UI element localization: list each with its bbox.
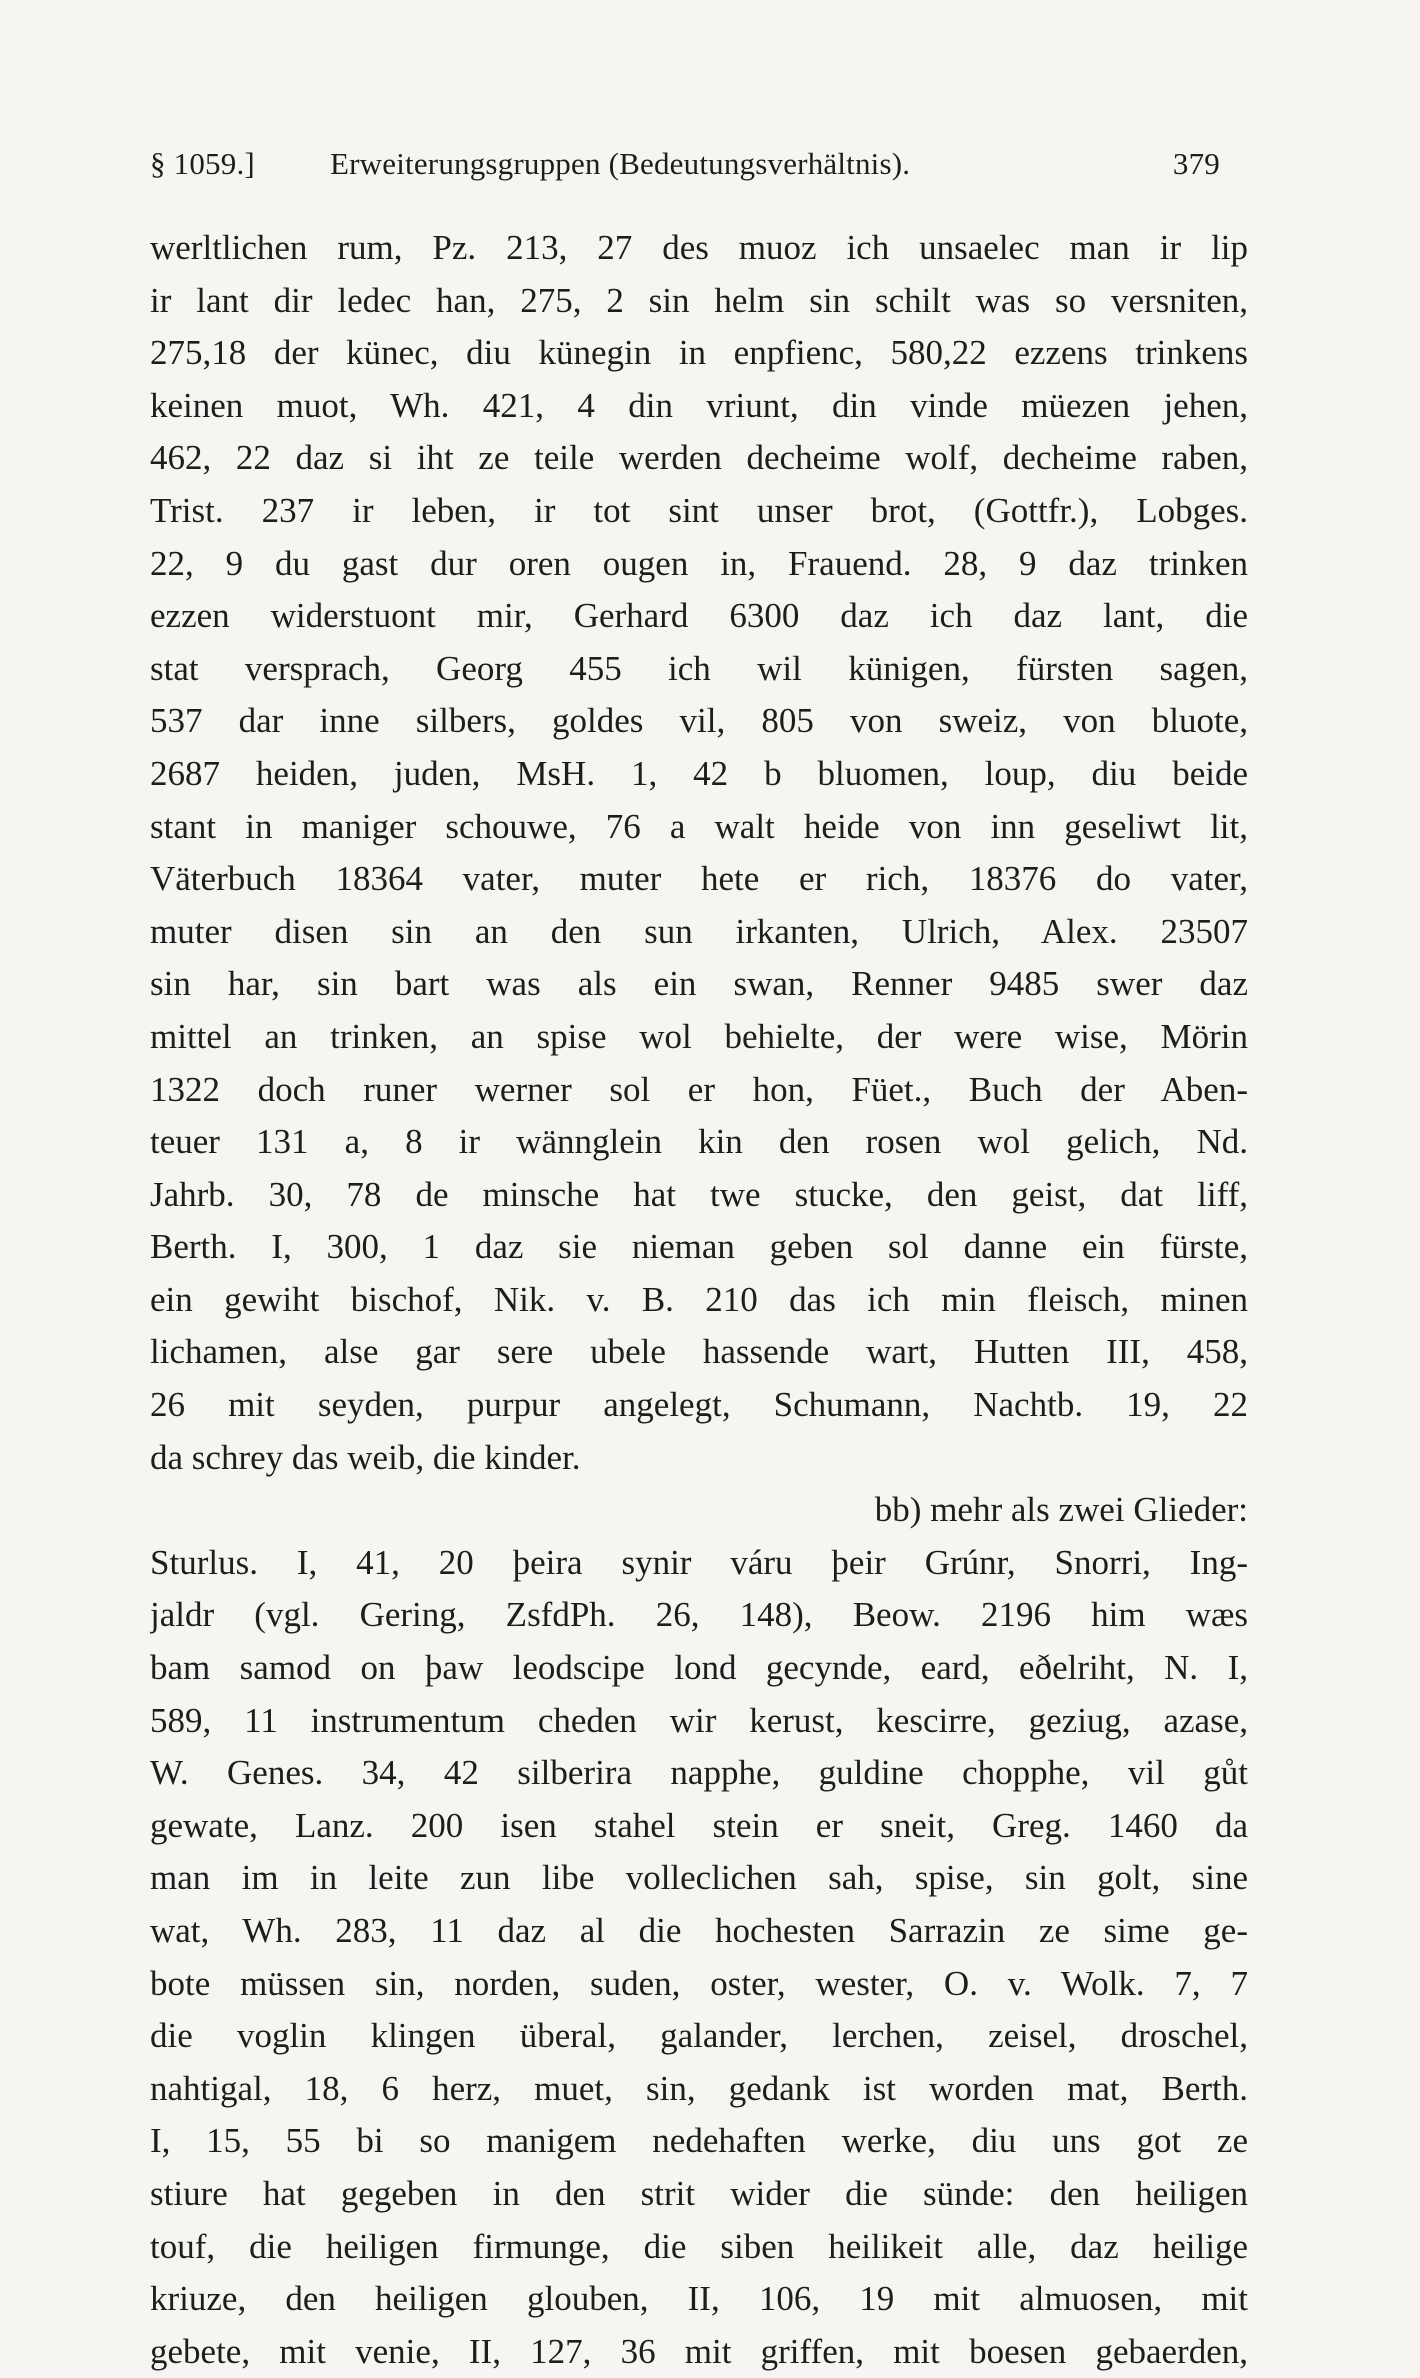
text-line: Sturlus. I, 41, 20 þeira synir váru þeir Grúnr, Snorri, Ing- xyxy=(150,1542,1248,1582)
text-line: 26 mit seyden, purpur angelegt, Schumann, Nachtb. 19, 22 xyxy=(150,1385,1248,1425)
text-line: wat, Wh. 283, 11 daz al die hochesten Sarrazin ze sime ge- xyxy=(150,1911,1248,1950)
text-line: stiure hat gegeben in den strit wider die sünde: den heiligen xyxy=(150,2173,1248,2213)
text-line: touf, die heiligen firmunge, die siben heilikeit alle, daz heilige xyxy=(150,2226,1248,2266)
text-line: 22, 9 du gast dur oren ougen in, Frauend. 28, 9 daz trinken xyxy=(150,543,1248,583)
text-line: Berth. I, 300, 1 daz sie nieman geben sol danne ein fürste, xyxy=(150,1227,1248,1267)
text-line: 589, 11 instrumentum cheden wir kerust, kescirre, geziug, azase, xyxy=(150,1700,1248,1740)
text-line: lichamen, alse gar sere ubele hassende wart, Hutten III, 458, xyxy=(150,1332,1248,1372)
text-line: W. Genes. 34, 42 silberira napphe, guldine chopphe, vil gůt xyxy=(150,1753,1248,1793)
text-line: die voglin klingen überal, galander, lerchen, zeisel, droschel, xyxy=(150,2016,1248,2056)
text-line: ir lant dir ledec han, 275, 2 sin helm sin schilt was so versniten, xyxy=(150,280,1248,320)
text-line: stat versprach, Georg 455 ich wil künigen, fürsten sagen, xyxy=(150,648,1248,688)
text-line: werltlichen rum, Pz. 213, 27 des muoz ich unsaelec man ir lip xyxy=(150,228,1248,267)
text-line: nahtigal, 18, 6 herz, muet, sin, gedank ist worden mat, Berth. xyxy=(150,2068,1248,2108)
text-line: jaldr (vgl. Gering, ZsfdPh. 26, 148), Beow. 2196 him wæs xyxy=(150,1595,1248,1635)
text-line: kriuze, den heiligen glouben, II, 106, 19 mit almuosen, mit xyxy=(150,2279,1248,2319)
text-line: ein gewiht bischof, Nik. v. B. 210 das ich min fleisch, minen xyxy=(150,1279,1248,1319)
text-line: mittel an trinken, an spise wol behielte, der were wise, Mörin xyxy=(150,1016,1248,1056)
text-line: 275,18 der künec, diu künegin in enpfienc, 580,22 ezzens trinkens xyxy=(150,333,1248,373)
section-number: § 1059.] xyxy=(150,146,255,181)
subsection-heading: bb) mehr als zwei Glieder: xyxy=(874,1490,1248,1530)
text-line: man im in leite zun libe volleclichen sah, spise, sin golt, sine xyxy=(150,1858,1248,1898)
text-line: I, 15, 55 bi so manigem nedehaften werke, diu uns got ze xyxy=(150,2121,1248,2161)
text-line: 2687 heiden, juden, MsH. 1, 42 b bluomen, loup, diu beide xyxy=(150,753,1248,793)
text-line: bote müssen sin, norden, suden, oster, wester, O. v. Wolk. 7, 7 xyxy=(150,1963,1248,2003)
text-line: sin har, sin bart was als ein swan, Renner 9485 swer daz xyxy=(150,964,1248,1004)
text-line: muter disen sin an den sun irkanten, Ulrich, Alex. 23507 xyxy=(150,911,1248,951)
body-text xyxy=(150,222,1248,2378)
text-line: Väterbuch 18364 vater, muter hete er rich, 18376 do vater, xyxy=(150,859,1248,899)
paragraph-end-line: da schrey das weib, die kinder. xyxy=(150,1437,581,1477)
running-head xyxy=(150,146,1220,194)
text-line: Jahrb. 30, 78 de minsche hat twe stucke, den geist, dat liff, xyxy=(150,1174,1248,1214)
text-line: gewate, Lanz. 200 isen stahel stein er sneit, Greg. 1460 da xyxy=(150,1805,1248,1845)
text-line: teuer 131 a, 8 ir wännglein kin den rosen wol gelich, Nd. xyxy=(150,1122,1248,1162)
text-line: 537 dar inne silbers, goldes vil, 805 von sweiz, von bluote, xyxy=(150,701,1248,741)
page-number: 379 xyxy=(1172,146,1220,181)
text-line: ezzen widerstuont mir, Gerhard 6300 daz ich daz lant, die xyxy=(150,596,1248,636)
text-line: gebete, mit venie, II, 127, 36 mit griffen, mit boesen gebaerden, xyxy=(150,2331,1248,2371)
text-line: keinen muot, Wh. 421, 4 din vriunt, din vinde müezen jehen, xyxy=(150,385,1248,425)
text-line: 462, 22 daz si iht ze teile werden decheime wolf, decheime raben, xyxy=(150,438,1248,478)
text-line: 1322 doch runer werner sol er hon, Füet., Buch der Aben- xyxy=(150,1069,1248,1109)
text-line: Trist. 237 ir leben, ir tot sint unser brot, (Gottfr.), Lobges. xyxy=(150,490,1248,530)
running-title: Erweiterungsgruppen (Bedeutungsverhältnis). xyxy=(330,146,911,181)
text-line: bam samod on þaw leodscipe lond gecynde, eard, eðelriht, N. I, xyxy=(150,1648,1248,1688)
text-line: stant in maniger schouwe, 76 a walt heide von inn geseliwt lit, xyxy=(150,806,1248,846)
